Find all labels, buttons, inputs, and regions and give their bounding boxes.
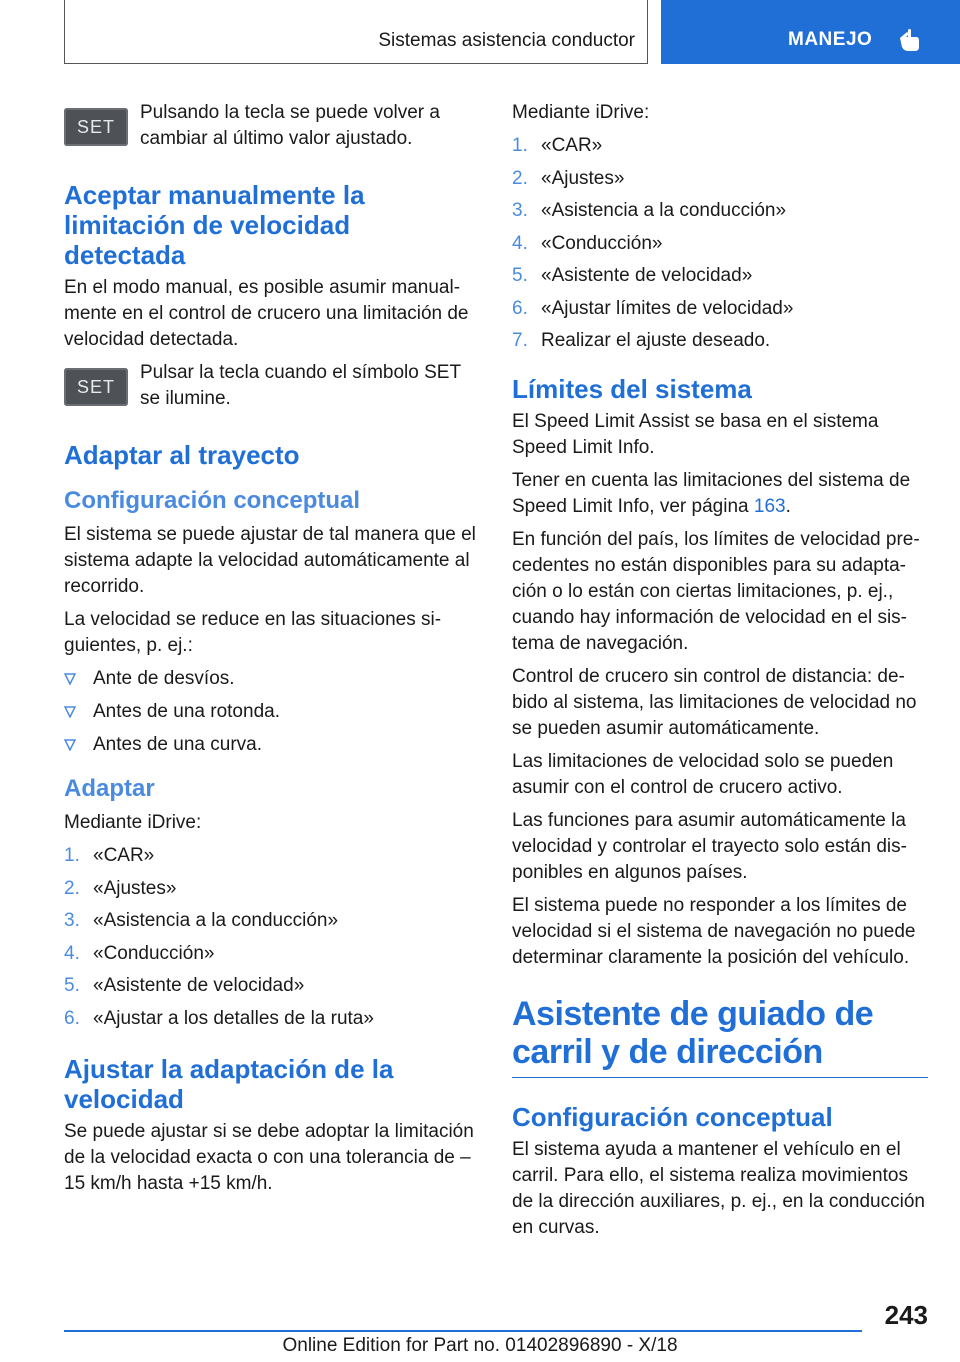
heading-system-limits: Límites del sistema [512,374,752,404]
step-item [64,1006,476,1032]
paragraph-limits-5: Las limitaciones de velocidad solo se pueden asumir con el control de crucero activo. [512,751,894,798]
idrive-steps-list [64,843,476,1032]
header-section-title: Sistemas asistencia conductor [378,30,635,51]
paragraph-limits-6: Las funciones para asumir automáticamente la velocidad y controlar el trayecto solo están dis-ponibles en algunos países. [512,810,907,883]
paragraph-lane-concept: El sistema ayuda a mantener el vehículo en el carril. Para ello, el sistema realiza movimientos de la dirección auxiliares, p. ej., en la conducción en curvas. [512,1139,925,1238]
step-item [512,198,928,224]
triangle-bullet-icon [64,739,76,751]
paragraph-adjust: Se puede ajustar si se debe adoptar la limitación de la velocidad exacta o con una tolerancia de ‒ 15 km/h hasta +15 km/h. [64,1120,474,1194]
step-item [512,328,928,354]
paragraph-text: Tener en cuenta las limitaciones del sistema de Speed Limit Info, ver página [512,470,911,517]
step-item [64,973,476,999]
step-number: 1. [64,845,80,866]
step-number: 2. [512,167,528,189]
step-text: «Asistencia a la conducción» [541,200,787,221]
paragraph-idrive: Mediante iDrive: [512,102,650,123]
step-number: 4. [64,942,80,964]
step-item [64,876,476,902]
paragraph-concept-2: La velocidad se reduce en las situaciones si-guientes, p. ej.: [64,609,442,656]
set-key-icon: SET [64,368,128,406]
paragraph-limits-2 [512,468,928,520]
paragraph-limits-4: Control de crucero sin control de distancia: de-bido al sistema, las limitaciones de velocidad no se pueden asumir automáticamente. [512,666,917,739]
subheading-adapt: Adaptar [64,775,155,802]
paragraph-limits-1: El Speed Limit Assist se basa en el sistema Speed Limit Info. [512,411,879,458]
step-item [512,231,928,257]
step-item [512,263,928,289]
set-key-description: Pulsando la tecla se puede volver a cambiar al último valor ajustado. [140,102,440,149]
paragraph-limits-3: En función del país, los límites de velocidad pre-cedentes no están disponibles para su adapta-ción o lo están con ciertas limitaciones, p. ej., cuando hay información de velocidad en el sis-tema de navegación. [512,529,920,654]
step-item [64,843,476,869]
step-text: «Ajustar límites de velocidad» [541,297,794,319]
header-section-badge [661,0,960,64]
list-item [64,732,476,758]
footer-divider [64,1330,862,1332]
step-number: 1. [512,135,528,156]
step-text: «Conducción» [541,232,663,254]
step-text: «Ajustes» [93,877,177,899]
list-item-text: Antes de una curva. [93,734,262,755]
step-item [64,941,476,967]
step-text: «Ajustes» [541,167,625,189]
step-number: 4. [512,232,528,254]
paragraph-concept-1: El sistema se puede ajustar de tal manera que el sistema adapte la velocidad automáticamente al recorrido. [64,524,476,597]
step-number: 7. [512,330,528,351]
left-column [64,100,476,1204]
step-number: 2. [64,877,80,899]
page-number: 243 [884,1300,928,1330]
set-key-row [64,100,476,152]
step-item [512,133,928,159]
triangle-bullet-icon [64,706,76,718]
step-number: 5. [64,975,80,996]
step-number: 6. [512,297,528,319]
step-text: «CAR» [93,845,155,866]
paragraph-text: . [785,496,791,517]
right-column [512,100,928,1248]
page-reference-link[interactable]: 163 [753,496,786,517]
step-item [512,166,928,192]
step-text: «Asistente de velocidad» [93,975,305,996]
paragraph-idrive: Mediante iDrive: [64,812,202,833]
list-item-text: Ante de desvíos. [93,668,235,689]
list-item-text: Antes de una rotonda. [93,701,280,722]
set-key-description: Pulsar la tecla cuando el símbolo SET se ilumine. [140,362,461,409]
step-text: «Conducción» [93,942,215,964]
step-number: 6. [64,1007,80,1029]
heading-adjust-adaptation: Ajustar la adaptación de la velocidad [64,1053,394,1114]
header-badge-label: MANEJO [788,29,873,50]
step-number: 3. [64,910,80,931]
step-number: 3. [512,200,528,221]
step-text: «Asistencia a la conducción» [93,910,339,931]
heading-lane-assistant: Asistente de guiado de carril y de dirección [512,995,928,1078]
idrive-steps-list [512,133,928,354]
situation-list [64,666,476,758]
step-text: «CAR» [541,135,603,156]
paragraph-accept-limit: En el modo manual, es posible asumir manual-mente en el control de crucero una limitación de velocidad detectada. [64,277,469,350]
step-item [512,296,928,322]
step-text: «Ajustar a los detalles de la ruta» [93,1007,374,1029]
step-item [64,908,476,934]
hand-steering-icon [896,26,924,54]
set-key-row [64,360,476,412]
set-key-icon: SET [64,108,128,146]
triangle-bullet-icon [64,673,76,685]
list-item [64,699,476,725]
subheading-concept: Configuración conceptual [64,487,361,514]
list-item [64,666,476,692]
paragraph-limits-7: El sistema puede no responder a los límites de velocidad si el sistema de navegación no puede determinar claramente la posición del vehículo. [512,895,916,968]
heading-adapt-route: Adaptar al trayecto [64,440,300,470]
heading-lane-concept: Configuración conceptual [512,1102,833,1132]
footer-edition-text: Online Edition for Part no. 01402896890 - X/18 [282,1335,678,1356]
step-text: «Asistente de velocidad» [541,265,753,286]
step-number: 5. [512,265,528,286]
step-text: Realizar el ajuste deseado. [541,330,771,351]
heading-accept-limit: Aceptar manualmente la limitación de velocidad detectada [64,180,365,270]
header-title-box [64,0,648,64]
